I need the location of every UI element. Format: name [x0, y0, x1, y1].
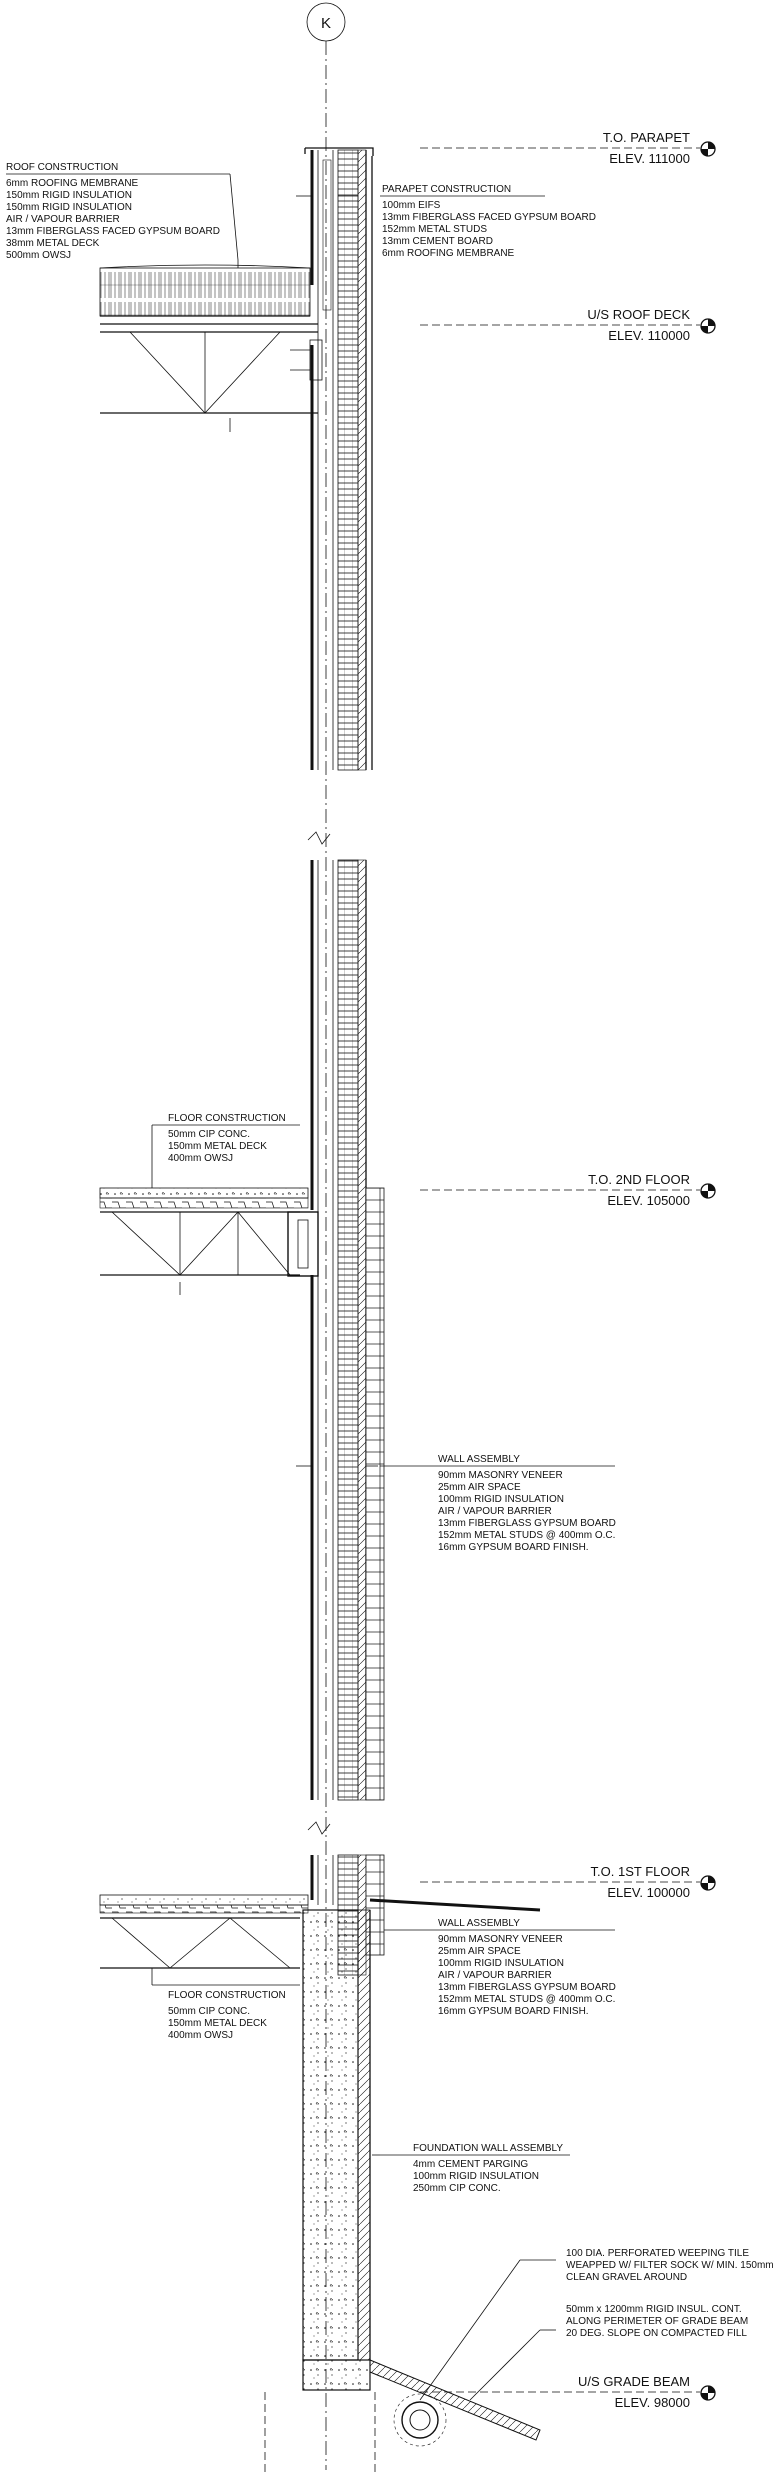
- level-name: T.O. 2ND FLOOR: [588, 1172, 690, 1187]
- level-tops-parapet: [420, 130, 715, 166]
- note-line: 150mm RIGID INSULATION: [6, 190, 132, 201]
- note-line: 150mm RIGID INSULATION: [6, 202, 132, 213]
- level-name: T.O. 1ST FLOOR: [590, 1864, 690, 1879]
- level-name: U/S GRADE BEAM: [578, 2374, 690, 2389]
- note-line: WEAPPED W/ FILTER SOCK W/ MIN. 150mm: [566, 2260, 774, 2271]
- second-floor-section: [100, 860, 384, 1800]
- note-line: 20 DEG. SLOPE ON COMPACTED FILL: [566, 2328, 747, 2339]
- note-foundation-wall-assembly: [380, 2143, 570, 2194]
- note-line: 100mm RIGID INSULATION: [438, 1958, 564, 1969]
- level-elev: ELEV. 98000: [614, 2395, 690, 2410]
- note-line: 150mm METAL DECK: [168, 2018, 267, 2029]
- note-line: 100 DIA. PERFORATED WEEPING TILE: [566, 2248, 750, 2259]
- note-line: 152mm METAL STUDS @ 400mm O.C.: [438, 1994, 616, 2005]
- note-line: 100mm RIGID INSULATION: [438, 1494, 564, 1505]
- level-elev: ELEV. 100000: [607, 1885, 690, 1900]
- note-line: 25mm AIR SPACE: [438, 1946, 521, 1957]
- level-name: T.O. PARAPET: [602, 130, 690, 145]
- note-line: 500mm OWSJ: [6, 250, 72, 261]
- note-line: 16mm GYPSUM BOARD FINISH.: [438, 2006, 589, 2017]
- note-line: 152mm METAL STUDS: [382, 224, 488, 235]
- note-floor-construction-1st: [152, 1985, 300, 2041]
- level-target-icon: [701, 1876, 715, 1890]
- level-target-icon: [701, 319, 715, 333]
- note-line: AIR / VAPOUR BARRIER: [6, 214, 120, 225]
- note-weeping-tile: [520, 2248, 774, 2283]
- note-wall-assembly-lower: [384, 1918, 616, 2017]
- note-line: AIR / VAPOUR BARRIER: [438, 1506, 552, 1517]
- break-line-1: [308, 832, 330, 844]
- note-title: FOUNDATION WALL ASSEMBLY: [413, 2143, 564, 2154]
- level-us-roof-deck: [420, 307, 715, 343]
- note-line: 4mm CEMENT PARGING: [413, 2159, 529, 2170]
- note-line: 6mm ROOFING MEMBRANE: [6, 178, 139, 189]
- note-line: 100mm RIGID INSULATION: [413, 2171, 539, 2182]
- note-line: 13mm FIBERGLASS GYPSUM BOARD: [438, 1982, 616, 1993]
- level-2nd-floor: [420, 1172, 715, 1208]
- note-line: 50mm CIP CONC.: [168, 2006, 251, 2017]
- note-line: 90mm MASONRY VENEER: [438, 1470, 563, 1481]
- grid-label: K: [320, 15, 332, 32]
- level-elev: ELEV. 110000: [608, 328, 690, 343]
- level-target-icon: [701, 2386, 715, 2400]
- note-line: 50mm CIP CONC.: [168, 1129, 251, 1140]
- note-title: FLOOR CONSTRUCTION: [168, 1990, 286, 2001]
- note-rigid-insulation: [540, 2304, 748, 2339]
- note-line: 25mm AIR SPACE: [438, 1482, 521, 1493]
- note-line: 38mm METAL DECK: [6, 238, 100, 249]
- level-target-icon: [701, 142, 715, 156]
- note-line: 400mm OWSJ: [168, 2030, 234, 2041]
- level-elev: ELEV. 105000: [607, 1193, 690, 1208]
- note-line: 13mm FIBERGLASS FACED GYPSUM BOARD: [6, 226, 220, 237]
- note-roof-construction: [6, 162, 238, 261]
- note-title: ROOF CONSTRUCTION: [6, 162, 119, 173]
- note-line: AIR / VAPOUR BARRIER: [438, 1970, 552, 1981]
- note-line: 50mm x 1200mm RIGID INSUL. CONT.: [566, 2304, 742, 2315]
- level-name: U/S ROOF DECK: [587, 307, 690, 322]
- note-wall-assembly-upper: [380, 1454, 616, 1553]
- note-line: 13mm FIBERGLASS GYPSUM BOARD: [438, 1518, 616, 1529]
- note-line: 13mm CEMENT BOARD: [382, 236, 493, 247]
- note-title: PARAPET CONSTRUCTION: [382, 184, 512, 195]
- note-line: ALONG PERIMETER OF GRADE BEAM: [566, 2316, 749, 2327]
- note-line: 400mm OWSJ: [168, 1153, 234, 1164]
- note-line: 6mm ROOFING MEMBRANE: [382, 248, 515, 259]
- note-line: 90mm MASONRY VENEER: [438, 1934, 563, 1945]
- level-target-icon: [701, 1184, 715, 1198]
- note-floor-construction-2nd: [152, 1113, 300, 1175]
- break-line-2: [308, 1822, 330, 1834]
- note-line: 250mm CIP CONC.: [413, 2183, 501, 2194]
- note-line: 150mm METAL DECK: [168, 1141, 267, 1152]
- note-line: 100mm EIFS: [382, 200, 441, 211]
- note-title: WALL ASSEMBLY: [438, 1918, 520, 1929]
- note-line: 16mm GYPSUM BOARD FINISH.: [438, 1542, 589, 1553]
- note-title: FLOOR CONSTRUCTION: [168, 1113, 286, 1124]
- note-line: 152mm METAL STUDS @ 400mm O.C.: [438, 1530, 616, 1541]
- note-line: 13mm FIBERGLASS FACED GYPSUM BOARD: [382, 212, 596, 223]
- note-line: CLEAN GRAVEL AROUND: [566, 2272, 688, 2283]
- note-title: WALL ASSEMBLY: [438, 1454, 520, 1465]
- level-1st-floor: [420, 1864, 715, 1900]
- level-elev: ELEV. 111000: [609, 151, 690, 166]
- note-parapet-construction: [380, 184, 596, 259]
